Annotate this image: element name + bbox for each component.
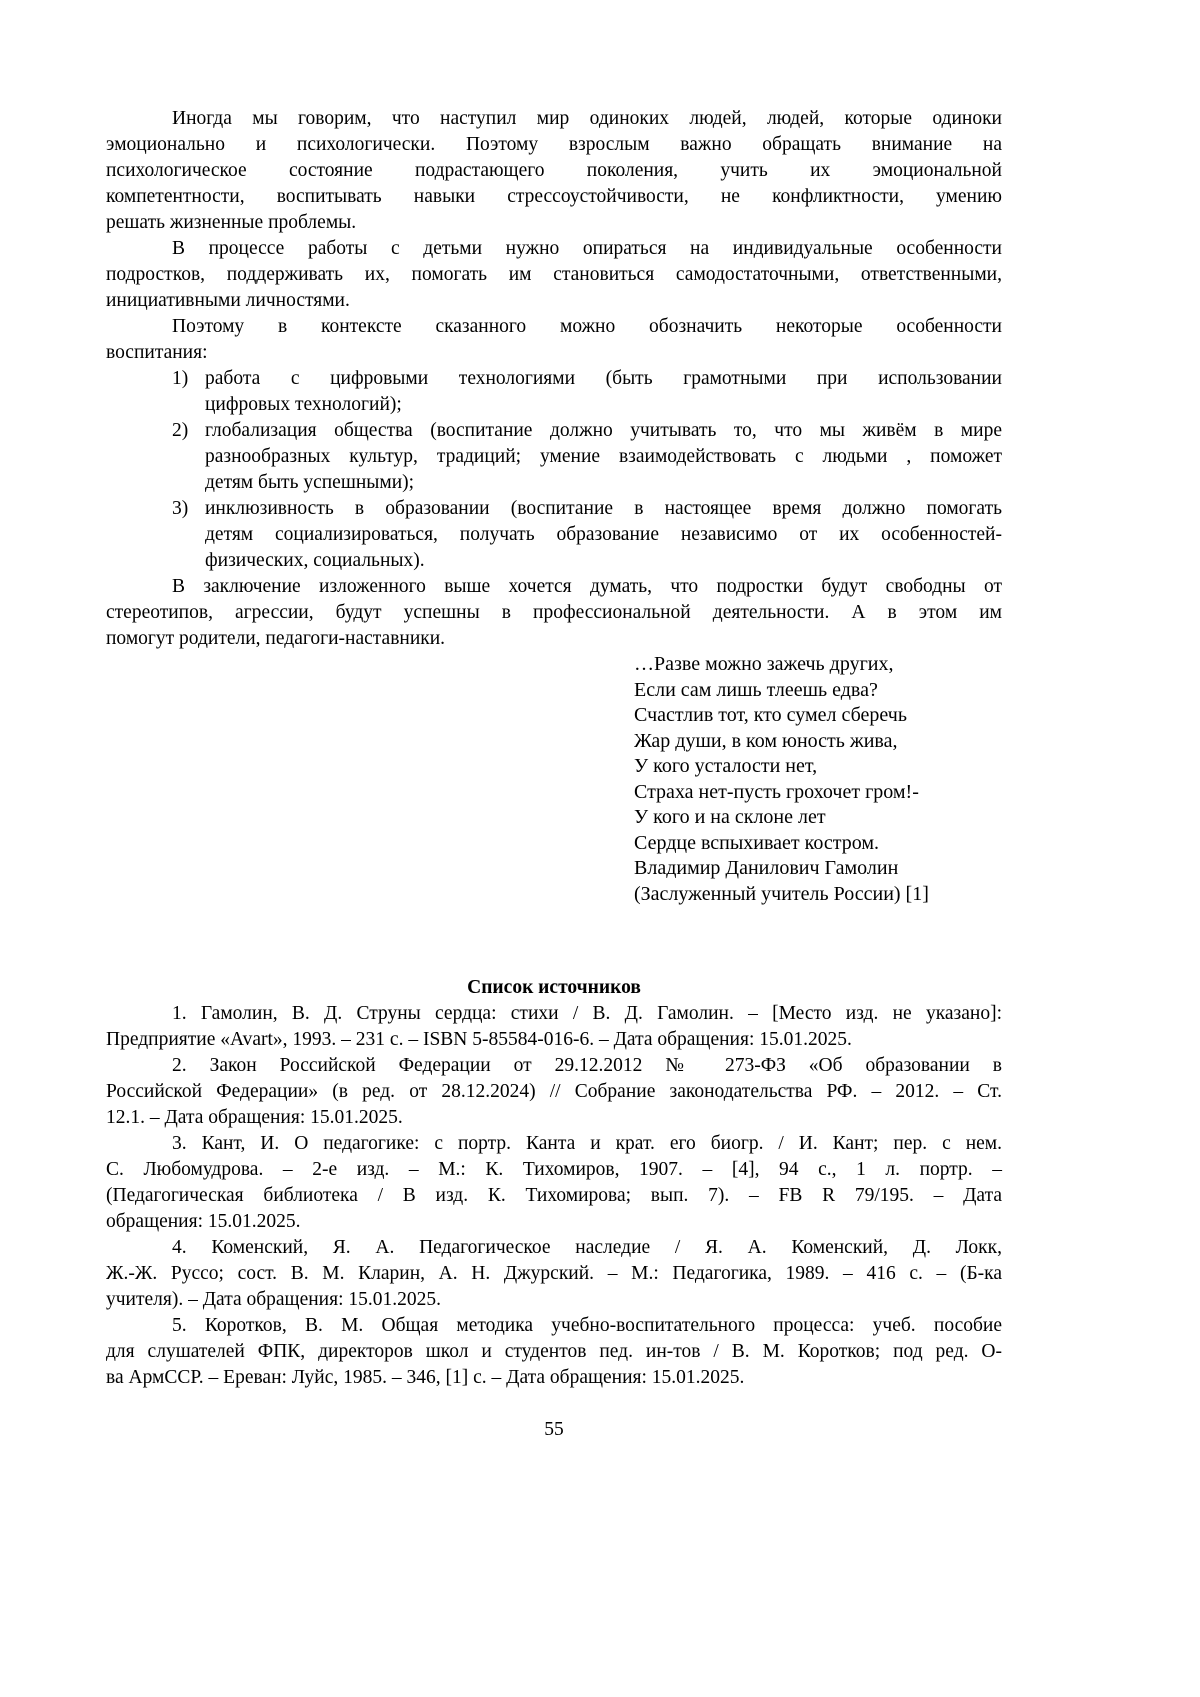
text-line: эмоционально и психологически. Поэтому взрослым важно обращать внимание на (106, 132, 1002, 158)
text-line: В процессе работы с детьми нужно опираться на индивидуальные особенности (106, 236, 1002, 262)
text-line: физических, социальных). (205, 548, 1002, 574)
text-line: 3. Кант, И. О педагогике: с портр. Канта и крат. его биогр. / И. Кант; пер. с нем. (106, 1131, 1002, 1157)
text-line: для слушателей ФПК, директоров школ и студентов пед. ин-тов / В. М. Коротков; под ред. О- (106, 1339, 1002, 1365)
text-line: компетентности, воспитывать навыки стрессоустойчивости, не конфликтности, умению (106, 184, 1002, 210)
text-line: психологическое состояние подрастающего поколения, учить их эмоциональной (106, 158, 1002, 184)
text-line: Страха нет-пусть грохочет гром!- (634, 780, 1002, 806)
text-line: (Заслуженный учитель России) [1] (634, 882, 1002, 908)
list-number: 1) (172, 366, 188, 392)
page-body (106, 106, 1002, 1391)
text-line: Владимир Данилович Гамолин (634, 856, 1002, 882)
text-line: Счастлив тот, кто сумел сберечь (634, 703, 1002, 729)
list-item (106, 366, 1002, 418)
text-line: стереотипов, агрессии, будут успешны в профессиональной деятельности. А в этом им (106, 600, 1002, 626)
text-line: обращения: 15.01.2025. (106, 1209, 1002, 1235)
text-line: Жар души, в ком юность жива, (634, 729, 1002, 755)
paragraph (106, 1001, 1002, 1053)
text-line: Поэтому в контексте сказанного можно обозначить некоторые особенности (106, 314, 1002, 340)
text-line: инициативными личностями. (106, 288, 1002, 314)
text-line: детям быть успешными); (205, 470, 1002, 496)
text-line: В заключение изложенного выше хочется думать, что подростки будут свободны от (106, 574, 1002, 600)
list-item (106, 418, 1002, 496)
paragraph (106, 1235, 1002, 1313)
text-line: подростков, поддерживать их, помогать им становиться самодостаточными, ответственными, (106, 262, 1002, 288)
paragraph (106, 314, 1002, 366)
paragraph (106, 1053, 1002, 1131)
text-line: …Разве можно зажечь других, (634, 652, 1002, 678)
text-line: Список источников (106, 975, 1002, 1001)
text-line: С. Любомудрова. – 2-е изд. – М.: К. Тихомиров, 1907. – [4], 94 с., 1 л. портр. – (106, 1157, 1002, 1183)
text-line: 2. Закон Российской Федерации от 29.12.2012 № 273-ФЗ «Об образовании в (106, 1053, 1002, 1079)
list-number: 2) (172, 418, 188, 444)
text-line: Предприятие «Avart», 1993. – 231 с. – ISBN 5-85584-016-6. – Дата обращения: 15.01.2025. (106, 1027, 1002, 1053)
text-line: цифровых технологий); (205, 392, 1002, 418)
text-line: Сердце вспыхивает костром. (634, 831, 1002, 857)
text-line: Российской Федерации» (в ред. от 28.12.2024) // Собрание законодательства РФ. – 2012. – Ст. (106, 1079, 1002, 1105)
text-line: инклюзивность в образовании (воспитание в настоящее время должно помогать (205, 496, 1002, 522)
paragraph (106, 236, 1002, 314)
text-line: решать жизненные проблемы. (106, 210, 1002, 236)
text-line: 1. Гамолин, В. Д. Струны сердца: стихи / В. Д. Гамолин. – [Место изд. не указано]: (106, 1001, 1002, 1027)
text-line: Иногда мы говорим, что наступил мир одиноких людей, людей, которые одиноки (106, 106, 1002, 132)
text-line: детям социализироваться, получать образование независимо от их особенностей- (205, 522, 1002, 548)
text-line: воспитания: (106, 340, 1002, 366)
text-line: разнообразных культур, традиций; умение взаимодействовать с людьми , поможет (205, 444, 1002, 470)
page-number: 55 (0, 1419, 1154, 1441)
text-line: помогут родители, педагоги-наставники. (106, 626, 1002, 652)
text-line: работа с цифровыми технологиями (быть грамотными при использовании (205, 366, 1002, 392)
section-heading (106, 975, 1002, 1001)
paragraph (106, 106, 1002, 236)
paragraph (106, 1313, 1002, 1391)
text-line: 5. Коротков, В. М. Общая методика учебно-воспитательного процесса: учеб. пособие (106, 1313, 1002, 1339)
text-line: 12.1. – Дата обращения: 15.01.2025. (106, 1105, 1002, 1131)
text-line: Ж.-Ж. Руссо; сост. В. М. Кларин, А. Н. Джурский. – М.: Педагогика, 1989. – 416 с. – (Б-ка (106, 1261, 1002, 1287)
list-item (106, 496, 1002, 574)
text-line: 4. Коменский, Я. А. Педагогическое наследие / Я. А. Коменский, Д. Локк, (106, 1235, 1002, 1261)
text-line: глобализация общества (воспитание должно учитывать то, что мы живём в мире (205, 418, 1002, 444)
poem-epigraph (634, 652, 1002, 907)
text-line: (Педагогическая библиотека / В изд. К. Тихомирова; вып. 7). – FB R 79/195. – Дата (106, 1183, 1002, 1209)
text-line: Если сам лишь тлеешь едва? (634, 678, 1002, 704)
text-line: ва АрмССР. – Ереван: Луйс, 1985. – 346, [1] с. – Дата обращения: 15.01.2025. (106, 1365, 1002, 1391)
text-line: учителя). – Дата обращения: 15.01.2025. (106, 1287, 1002, 1313)
text-line: У кого усталости нет, (634, 754, 1002, 780)
text-line: У кого и на склоне лет (634, 805, 1002, 831)
list-number: 3) (172, 496, 188, 522)
paragraph (106, 574, 1002, 652)
paragraph (106, 1131, 1002, 1235)
